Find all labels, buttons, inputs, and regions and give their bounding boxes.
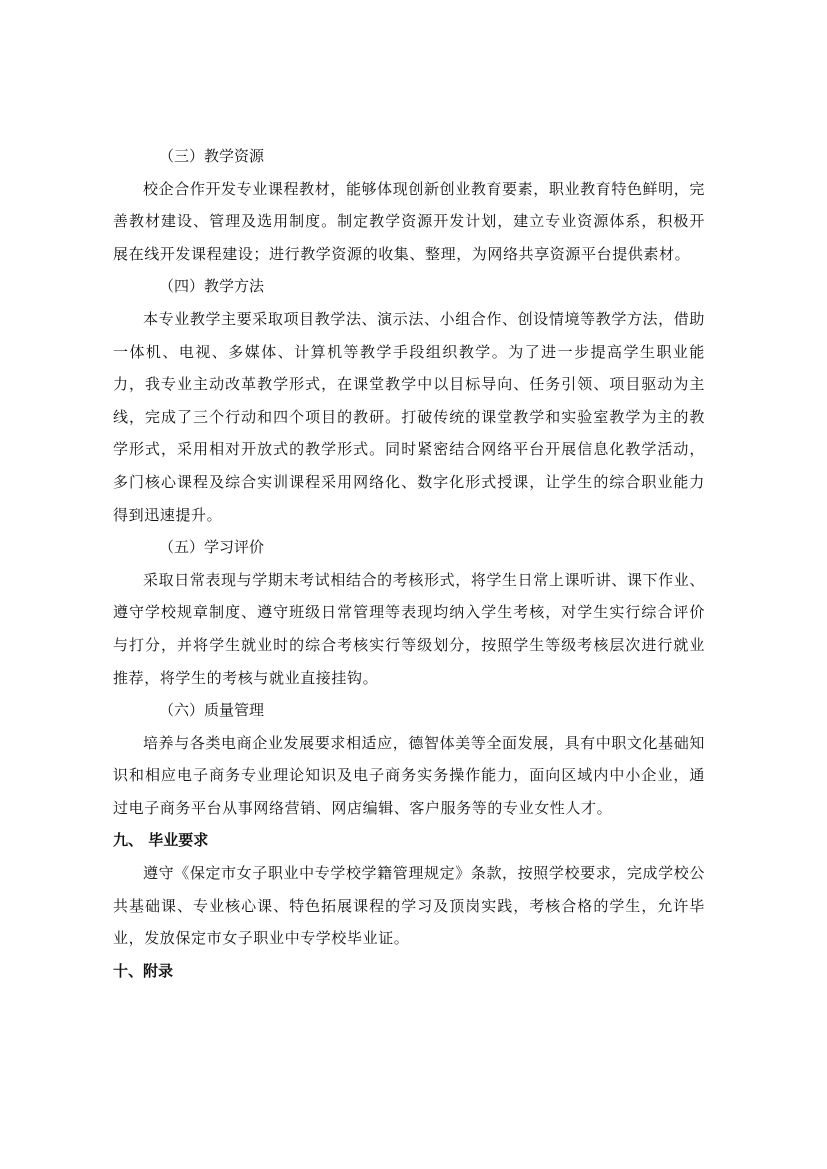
page-content [113,140,705,987]
teaching-resources-heading: （三）教学资源 [159,147,265,165]
graduation-requirements-heading: 九、 毕业要求 [113,831,209,850]
graduation-requirements-paragraph: 遵守《保定市女子职业中专学校学籍管理规定》条款，按照学校要求，完成学校公共基础课、专业核心课、特色拓展课程的学习及顶岗实践，考核合格的学生，允许毕业，发放保定市女子职业中专学校毕业证。 [113,864,705,948]
quality-management-paragraph: 培养与各类电商企业发展要求相适应，德智体美等全面发展，具有中职文化基础知识和相应电子商务专业理论知识及电子商务实务操作能力，面向区域内中小企业，通过电子商务平台从事网络营销、网店编辑、客户服务等的专业女性人才。 [113,733,705,817]
quality-management-heading: （六）质量管理 [159,701,265,720]
teaching-methods-heading: （四）教学方法 [159,277,265,296]
teaching-resources-paragraph: 校企合作开发专业课程教材，能够体现创新创业教育要素，职业教育特色鲜明，完善教材建设、管理及选用制度。制定教学资源开发计划，建立专业资源体系，积极开展在线开发课程建设；进行教学资源的收集、整理，为网络共享资源平台提供素材。 [113,179,705,263]
learning-evaluation-heading: （五）学习评价 [159,538,265,557]
appendix-heading: 十、附录 [113,961,174,980]
teaching-methods-paragraph: 本专业教学主要采取项目教学法、演示法、小组合作、创设情境等教学方法，借助一体机、电视、多媒体、计算机等教学手段组织教学。为了进一步提高学生职业能力，我专业主动改革教学形式，在课堂教学中以目标导向、任务引领、项目驱动为主线，完成了三个行动和四个项目的教研。打破传统的课堂教学和实验室教学为主的教学形式，采用相对开放式的教学形式。同时紧密结合网络平台开展信息化教学活动，多门核心课程及综合实训课程采用网络化、数字化形式授课，让学生的综合职业能力得到迅速提升。 [113,309,705,524]
learning-evaluation-paragraph: 采取日常表现与学期末考试相结合的考核形式，将学生日常上课听讲、课下作业、遵守学校规章制度、遵守班级日常管理等表现均纳入学生考核，对学生实行综合评价与打分，并将学生就业时的综合考核实行等级划分，按照学生等级考核层次进行就业推荐，将学生的考核与就业直接挂钩。 [113,570,705,687]
